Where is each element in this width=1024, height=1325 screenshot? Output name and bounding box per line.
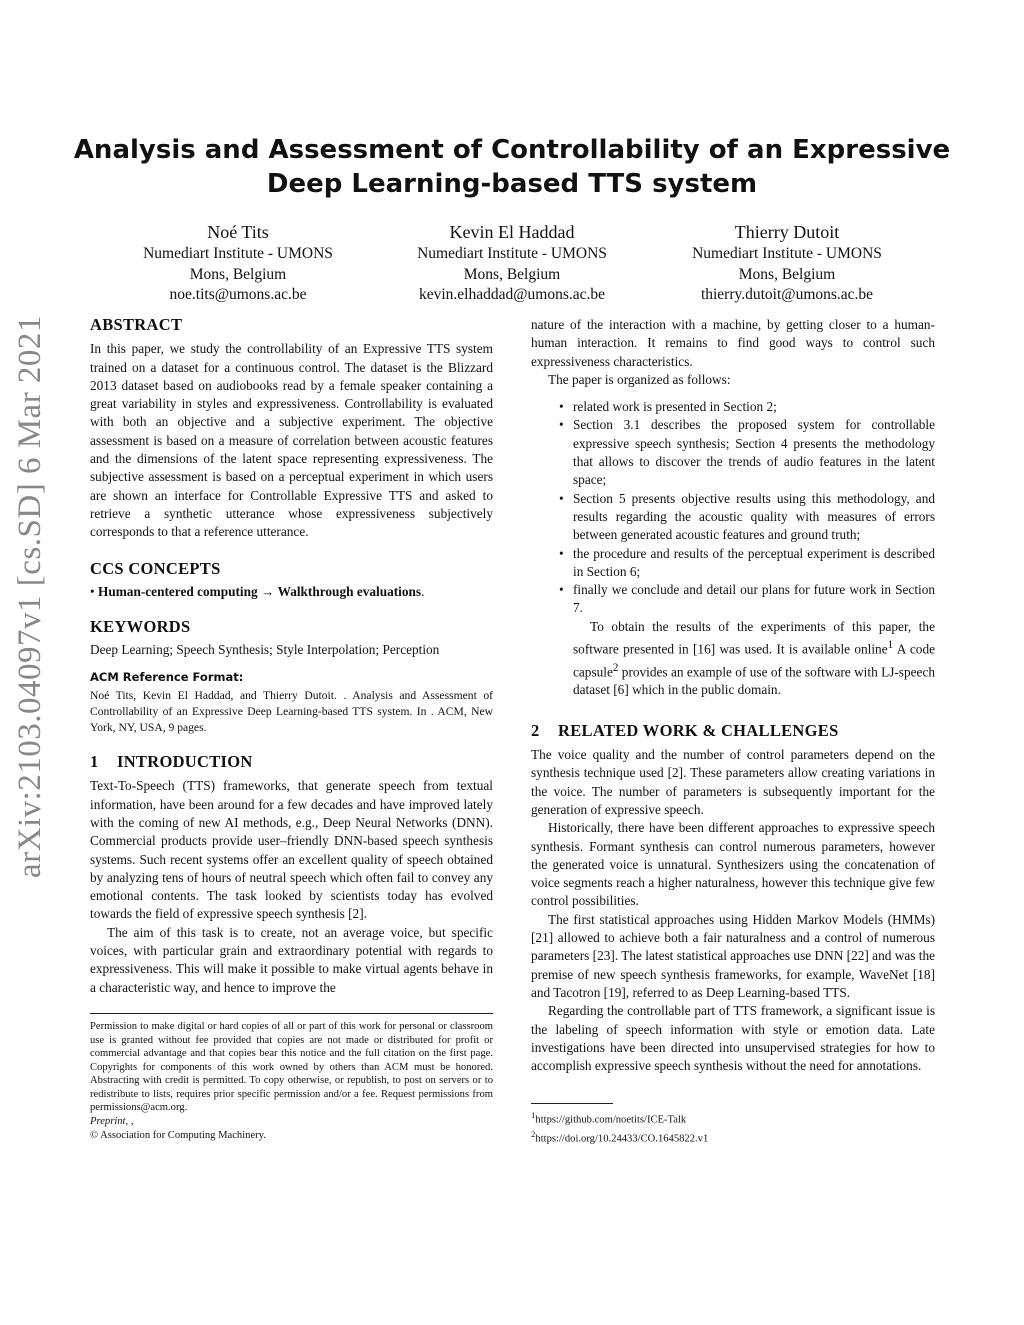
author-name: Kevin El Haddad bbox=[449, 222, 575, 242]
paper-title bbox=[60, 133, 964, 201]
ccs-arrow: → bbox=[261, 583, 275, 599]
abstract-heading: ABSTRACT bbox=[90, 315, 183, 334]
ccs-item-b: Walkthrough evaluations bbox=[277, 583, 422, 599]
intro-heading bbox=[90, 753, 493, 771]
ccs-heading: CCS CONCEPTS bbox=[90, 558, 221, 578]
section-title: RELATED WORK & CHALLENGES bbox=[558, 720, 839, 740]
author-location: Mons, Belgium bbox=[738, 265, 836, 283]
ccs-bullet: • bbox=[90, 583, 95, 599]
section-number: 2 bbox=[531, 720, 540, 740]
section-number: 1 bbox=[90, 752, 99, 772]
related-paragraph-1: The voice quality and the number of control parameters depend on the synthesis technique used [2]. These parameters allow creating variations in the voice. The number of parameters is subsequently important for the generation of expressive speech. bbox=[531, 747, 935, 817]
footnote-divider bbox=[90, 1013, 493, 1014]
related-paragraph-3: The first statistical approaches using Hidden Markov Models (HMMs) [21] allowed to achieve both a fair naturalness and a control of numerous parameters [23]. The latest statistical approaches use DNN [22] and was the premise of new speech synthesis frameworks, for example, WaveNet [18] and Tacotron [19], referred to as Deep Learning-based TTS. bbox=[531, 911, 935, 1000]
author-email: noe.tits@umons.ac.be bbox=[169, 286, 307, 303]
ccs-item-a: Human-centered computing bbox=[97, 583, 258, 599]
bullet-icon: • bbox=[559, 490, 564, 506]
permission-statement: Permission to make digital or hard copies of all or part of this work for personal or classroom use is granted without fee provided that copies are not made or distributed for profit or commercial advantage and that copies bear this notice and the full citation on the first page. Copyrights for components of this work owned by others than ACM must be honored. Abstracting with credit is permitted. To copy otherwise, or republish, to post on servers or to redistribute to lists, requires prior specific permission and/or a fee. Request permissions from permissions@acm.org. bbox=[90, 1020, 493, 1114]
bullet-icon: • bbox=[559, 399, 564, 415]
author-location: Mons, Belgium bbox=[189, 265, 287, 283]
acm-ref-heading: ACM Reference Format: bbox=[90, 669, 244, 684]
left-column bbox=[90, 316, 493, 1142]
list-item: • Section 3.1 describes the proposed system for controllable expressive speech synthesis; Section 4 presents the methodology that allows to discover the trends of audio features in the latent space; bbox=[559, 417, 935, 488]
footnote-mark-2: 2 bbox=[612, 661, 619, 674]
organization-list bbox=[531, 398, 935, 618]
intro-continued: nature of the interaction with a machine, by getting closer to a human-human interaction. It remains to find good ways to control such expressiveness characteristics. bbox=[531, 317, 935, 369]
ccs-concepts bbox=[90, 583, 493, 601]
author-location: Mons, Belgium bbox=[463, 265, 561, 283]
author-block-3 bbox=[647, 220, 927, 306]
arxiv-identifier: arXiv:2103.04097v1 [cs.SD] 6 Mar 2021 bbox=[12, 315, 48, 878]
bullet-icon: • bbox=[559, 417, 564, 433]
ccs-period: . bbox=[421, 583, 425, 599]
intro-paragraph-1: Text-To-Speech (TTS) frameworks, that generate speech from textual information, have been around for a few decades and have improved lately with the coming of new AI methods, e.g., Deep Neural Networks (DNN). Commercial products provide user–friendly DNN-based speech synthesis systems. Such recent systems offer an excellent quality of speech obtained by analyzing tens of hours of neutral speech which often fail to convey any emotional contents. The task looked by scientists today has evolved towards the field of expressive speech synthesis [2]. bbox=[90, 778, 493, 922]
author-affiliation: Numediart Institute - UMONS bbox=[692, 245, 882, 262]
software-paragraph: To obtain the results of the experiments of this paper, the software presented in [16] was used. It is available online$^1$ A code capsule$^2$ provides an example of use of the software with LJ-speech dataset [6] which in the public domain. bbox=[573, 618, 935, 698]
section-title: INTRODUCTION bbox=[117, 752, 253, 772]
author-affiliation: Numediart Institute - UMONS bbox=[143, 245, 333, 262]
title-line-1: Analysis and Assessment of Controllability of an Expressive bbox=[73, 135, 951, 165]
author-email: thierry.dutoit@umons.ac.be bbox=[700, 286, 874, 303]
related-work-heading bbox=[531, 722, 935, 740]
right-column bbox=[531, 316, 935, 1146]
acm-ref-text: Noé Tits, Kevin El Haddad, and Thierry Dutoit. . Analysis and Assessment of Controllability of an Expressive Deep Learning-based TTS system. In . ACM, New York, NY, USA, 9 pages. bbox=[90, 689, 493, 735]
list-item: • the procedure and results of the perceptual experiment is described in Section 6; bbox=[559, 545, 935, 579]
author-name: Thierry Dutoit bbox=[734, 222, 840, 242]
related-paragraph-2: Historically, there have been different approaches to expressive speech synthesis. Formant synthesis can control numerous parameters, however the generated voice is unnatural. Synthesizers using the concatenation of voice segments reach a higher naturalness, however this technique give few control possibilities. bbox=[531, 820, 935, 909]
title-line-2: Deep Learning-based TTS system bbox=[266, 169, 758, 199]
bullet-icon: • bbox=[559, 582, 564, 598]
author-affiliation: Numediart Institute - UMONS bbox=[417, 245, 607, 262]
bullet-icon: • bbox=[559, 545, 564, 561]
footnote-mark-1: 1 bbox=[887, 639, 894, 652]
list-item: • finally we conclude and detail our plans for future work in Section 7. bbox=[559, 582, 935, 616]
abstract-text: In this paper, we study the controllability of an Expressive TTS system trained on a dataset for a continuous control. The dataset is the Blizzard 2013 dataset based on audiobooks read by a female speaker containing a great variability in styles and expressiveness. Controllability is evaluated with both an objective and a subjective experiment. The objective assessment is based on a measure of correlation between acoustic features and the dimensions of the latent space representing expressiveness. The subjective assessment is based on a perceptual experiment in which users are shown an interface for Controllable Expressive TTS and asked to retrieve a synthetic utterance whose expressiveness subjectively corresponds to that a reference utterance. bbox=[90, 341, 493, 540]
copyright-line: © Association for Computing Machinery. bbox=[90, 1129, 266, 1141]
footnote-1: $^1$https://github.com/noetits/ICE-Talk bbox=[531, 1110, 687, 1126]
organization-intro: The paper is organized as follows: bbox=[548, 371, 731, 387]
keywords-heading: KEYWORDS bbox=[90, 617, 191, 637]
author-email: kevin.elhaddad@umons.ac.be bbox=[418, 286, 605, 303]
author-name: Noé Tits bbox=[207, 222, 269, 242]
footnote-2: $^2$https://doi.org/10.24433/CO.1645822.v1 bbox=[531, 1128, 709, 1145]
list-item: • related work is presented in Section 2; bbox=[573, 398, 935, 416]
keywords-text: Deep Learning; Speech Synthesis; Style Interpolation; Perception bbox=[90, 642, 440, 658]
preprint-line: Preprint, , bbox=[90, 1116, 134, 1128]
footnote-divider bbox=[531, 1103, 613, 1104]
list-item: • Section 5 presents objective results using this methodology, and results regarding the acoustic quality with measures of errors between generated acoustic features and ground truth; bbox=[559, 490, 935, 543]
intro-paragraph-2: The aim of this task is to create, not an average voice, but specific voices, with particular grain and extraordinary potential with regards to expressiveness. This will make it possible to make virtual agents behave in a characteristic way, and hence to improve the bbox=[90, 924, 493, 995]
related-paragraph-4: Regarding the controllable part of TTS framework, a significant issue is the labeling of speech information with style or emotion data. Late investigations have been directed into unsupervised strategies for how to accomplish expressive speech synthesis without the need for annotations. bbox=[531, 1003, 935, 1074]
author-block-2 bbox=[372, 220, 652, 306]
author-block-1 bbox=[98, 220, 378, 306]
